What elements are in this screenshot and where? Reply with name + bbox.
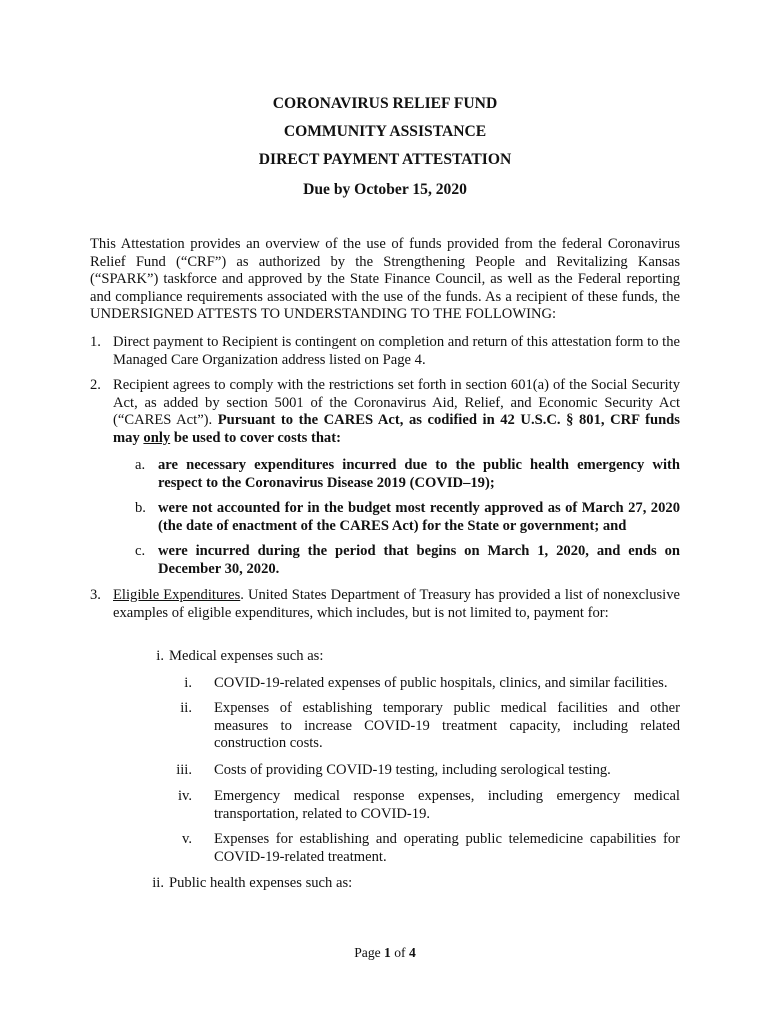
page-total: 4 bbox=[408, 945, 416, 960]
title-block bbox=[0, 93, 770, 207]
category-label: i. bbox=[156, 648, 164, 664]
sub-item-text: were incurred during the period that begins on March 1, 2020, and ends on December 30, 2020. bbox=[158, 543, 680, 577]
list-number: 3. bbox=[90, 587, 101, 603]
sub-item-text: were not accounted for in the budget most recently approved as of March 27, 2020 (the date of enactment of the CARES Act) for the State or government; and bbox=[158, 500, 680, 534]
medical-item-label: iii. bbox=[176, 762, 192, 778]
category-text: Public health expenses such as: bbox=[169, 875, 353, 891]
sub-item-label: a. bbox=[135, 457, 146, 473]
list-item-text bbox=[113, 377, 680, 447]
medical-item-label: v. bbox=[182, 831, 192, 847]
medical-item-iv bbox=[170, 788, 680, 823]
cares-act-text: Pursuant to the CARES Act, as codified in 42 U.S.C. § 801, CRF funds may bbox=[113, 412, 680, 446]
medical-item-text: Expenses of establishing temporary public medical facilities and other measures to increase COVID-19 treatment capacity, including related construction costs. bbox=[214, 700, 680, 752]
list-item-1 bbox=[90, 334, 680, 369]
title-line-2: COMMUNITY ASSISTANCE bbox=[283, 123, 487, 140]
sub-item-b bbox=[135, 500, 680, 535]
list-item-2 bbox=[90, 377, 680, 447]
list-number: 1. bbox=[90, 334, 101, 350]
medical-item-text: COVID-19-related expenses of public hospitals, clinics, and similar facilities. bbox=[214, 675, 668, 691]
medical-item-iii bbox=[170, 762, 680, 780]
footer-prefix: Page bbox=[354, 945, 385, 960]
eligible-expenditures-text: . United States Department of Treasury has provided a list of nonexclusive examples of eligible expenditures, which includes, but is not limited to, payment for: bbox=[113, 587, 681, 621]
medical-item-ii bbox=[170, 700, 680, 753]
sub-item-c bbox=[135, 543, 680, 578]
medical-item-text: Expenses for establishing and operating public telemedicine capabilities for COVID-19-related treatment. bbox=[214, 831, 680, 865]
page-number: 1 bbox=[384, 945, 391, 960]
category-label: ii. bbox=[152, 875, 164, 891]
page-footer bbox=[0, 945, 770, 961]
eligible-expenditures-heading: Eligible Expenditures bbox=[113, 587, 241, 603]
list-item-text bbox=[113, 587, 680, 622]
sub-item-label: c. bbox=[135, 543, 146, 559]
list-item-3 bbox=[90, 587, 680, 622]
medical-item-label: ii. bbox=[180, 700, 192, 716]
list-item-text: Direct payment to Recipient is contingent on completion and return of this attestation form to the Managed Care Organization address listed on Page 4. bbox=[113, 334, 680, 368]
category-medical bbox=[148, 648, 323, 666]
sub-item-label: b. bbox=[135, 500, 146, 516]
intro-paragraph: This Attestation provides an overview of the use of funds provided from the federal Coronavirus Relief Fund (“CRF”) as authorized by the Strengthening People and Revitalizing Kansas (“SPARK”) taskforce and approved by the State Finance Council, as well as the Federal reporting and compliance requirements associated with the use of the funds. As a recipient of these funds, the UNDERSIGNED ATTESTS TO UNDERSTANDING TO THE FOLLOWING: bbox=[90, 236, 680, 323]
restriction-text: Recipient agrees to comply with the restrictions set forth in section 601(a) of the Social Security Act, as added by section 5001 of the Coronavirus Aid, Relief, and Economic Security Act (“CARES Act”). bbox=[113, 377, 680, 429]
due-date: Due by October 15, 2020 bbox=[303, 181, 467, 198]
medical-item-i bbox=[170, 675, 680, 693]
cares-act-text-end: be used to cover costs that: bbox=[170, 429, 341, 446]
medical-item-text: Emergency medical response expenses, including emergency medical transportation, related to COVID-19. bbox=[214, 788, 680, 822]
medical-item-v bbox=[170, 831, 680, 866]
sub-item-a bbox=[135, 457, 680, 492]
footer-of: of bbox=[390, 945, 409, 960]
medical-item-text: Costs of providing COVID-19 testing, including serological testing. bbox=[214, 762, 611, 778]
title-line-3: DIRECT PAYMENT ATTESTATION bbox=[258, 151, 512, 168]
category-public-health bbox=[142, 875, 352, 893]
medical-item-label: iv. bbox=[177, 788, 192, 804]
only-emphasis: only bbox=[143, 429, 171, 446]
title-line-1: CORONAVIRUS RELIEF FUND bbox=[272, 95, 498, 112]
list-number: 2. bbox=[90, 377, 101, 393]
sub-item-text: are necessary expenditures incurred due to the public health emergency with respect to the Coronavirus Disease 2019 (COVID–19); bbox=[158, 457, 680, 491]
medical-item-label: i. bbox=[184, 675, 192, 691]
category-text: Medical expenses such as: bbox=[169, 648, 324, 664]
